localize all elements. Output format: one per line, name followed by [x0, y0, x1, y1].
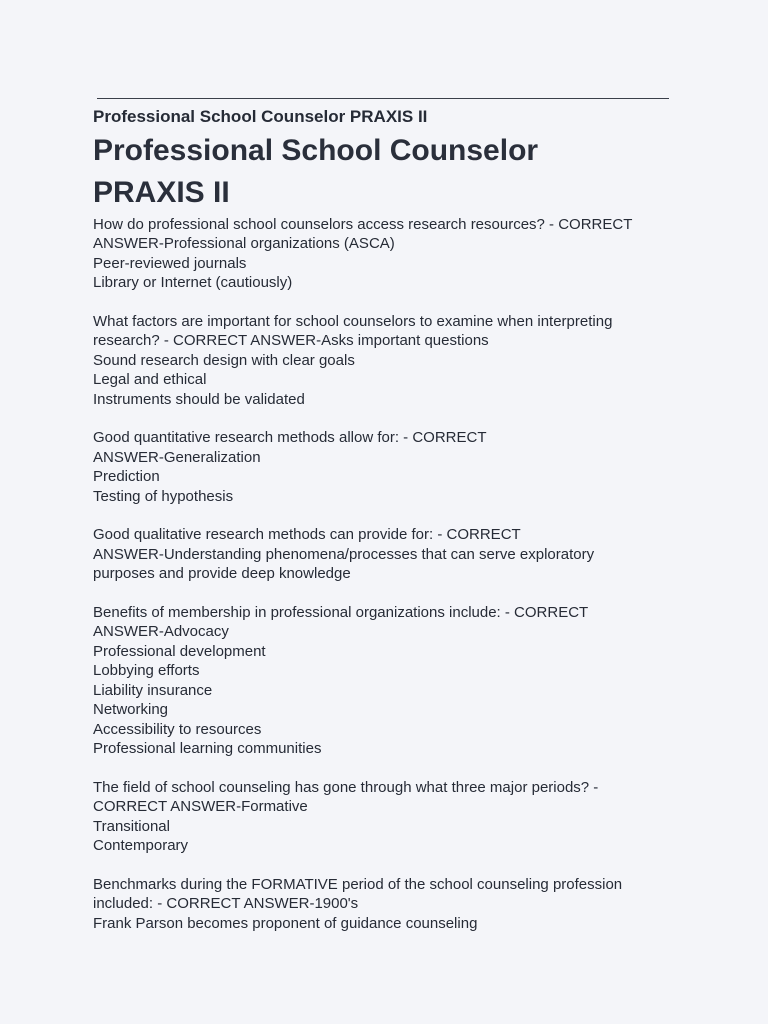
- qa-line: What factors are important for school counselors to examine when interpreting: [93, 313, 613, 331]
- qa-line: Instruments should be validated: [93, 390, 305, 408]
- qa-item: [93, 603, 693, 758]
- qa-line: ANSWER-Generalization: [93, 448, 261, 466]
- qa-item: [93, 778, 693, 856]
- qa-line: How do professional school counselors access research resources? - CORRECT: [93, 216, 633, 233]
- qa-line: The field of school counseling has gone through what three major periods? -: [93, 778, 599, 796]
- qa-line: Benchmarks during the FORMATIVE period of the school counseling profession: [93, 875, 623, 893]
- qa-line: Benefits of membership in professional organizations include: - CORRECT: [93, 604, 589, 622]
- qa-line: Accessibility to resources: [93, 720, 262, 738]
- qa-line: CORRECT ANSWER-Formative: [93, 798, 308, 816]
- page-title-line: PRAXIS II: [93, 176, 230, 209]
- qa-item: [93, 875, 693, 933]
- qa-line: Good qualitative research methods can provide for: - CORRECT: [93, 526, 521, 544]
- qa-line: purposes and provide deep knowledge: [93, 565, 351, 583]
- qa-line: Legal and ethical: [93, 371, 207, 389]
- page-title: [93, 130, 693, 214]
- qa-line: ANSWER-Professional organizations (ASCA): [93, 235, 395, 253]
- header-divider: [97, 98, 669, 99]
- qa-line: Transitional: [93, 817, 170, 835]
- header-title: Professional School Counselor PRAXIS II: [93, 107, 428, 126]
- qa-line: Networking: [93, 701, 169, 719]
- qa-line: research? - CORRECT ANSWER-Asks important questions: [93, 332, 489, 350]
- qa-line: Good quantitative research methods allow for: - CORRECT: [93, 429, 487, 447]
- qa-line: ANSWER-Advocacy: [93, 623, 229, 641]
- qa-line: Professional development: [93, 642, 266, 660]
- qa-line: Contemporary: [93, 836, 189, 854]
- qa-line: Peer-reviewed journals: [93, 254, 247, 272]
- qa-item: [93, 525, 693, 583]
- qa-item: [93, 312, 693, 409]
- qa-line: Library or Internet (cautiously): [93, 274, 293, 292]
- qa-item: [93, 428, 693, 506]
- qa-line: included: - CORRECT ANSWER-1900's: [93, 895, 359, 913]
- qa-list: [93, 215, 693, 933]
- qa-line: Professional learning communities: [93, 739, 322, 757]
- qa-line: Frank Parson becomes proponent of guidance counseling: [93, 914, 478, 932]
- qa-line: Lobbying efforts: [93, 662, 200, 680]
- page-title-line: Professional School Counselor: [93, 134, 539, 167]
- qa-item: [93, 215, 693, 293]
- qa-line: Liability insurance: [93, 681, 213, 699]
- qa-line: Sound research design with clear goals: [93, 351, 355, 369]
- qa-line: Testing of hypothesis: [93, 487, 234, 505]
- qa-line: ANSWER-Understanding phenomena/processes that can serve exploratory: [93, 545, 595, 563]
- qa-line: Prediction: [93, 468, 160, 486]
- document-content: [93, 106, 693, 952]
